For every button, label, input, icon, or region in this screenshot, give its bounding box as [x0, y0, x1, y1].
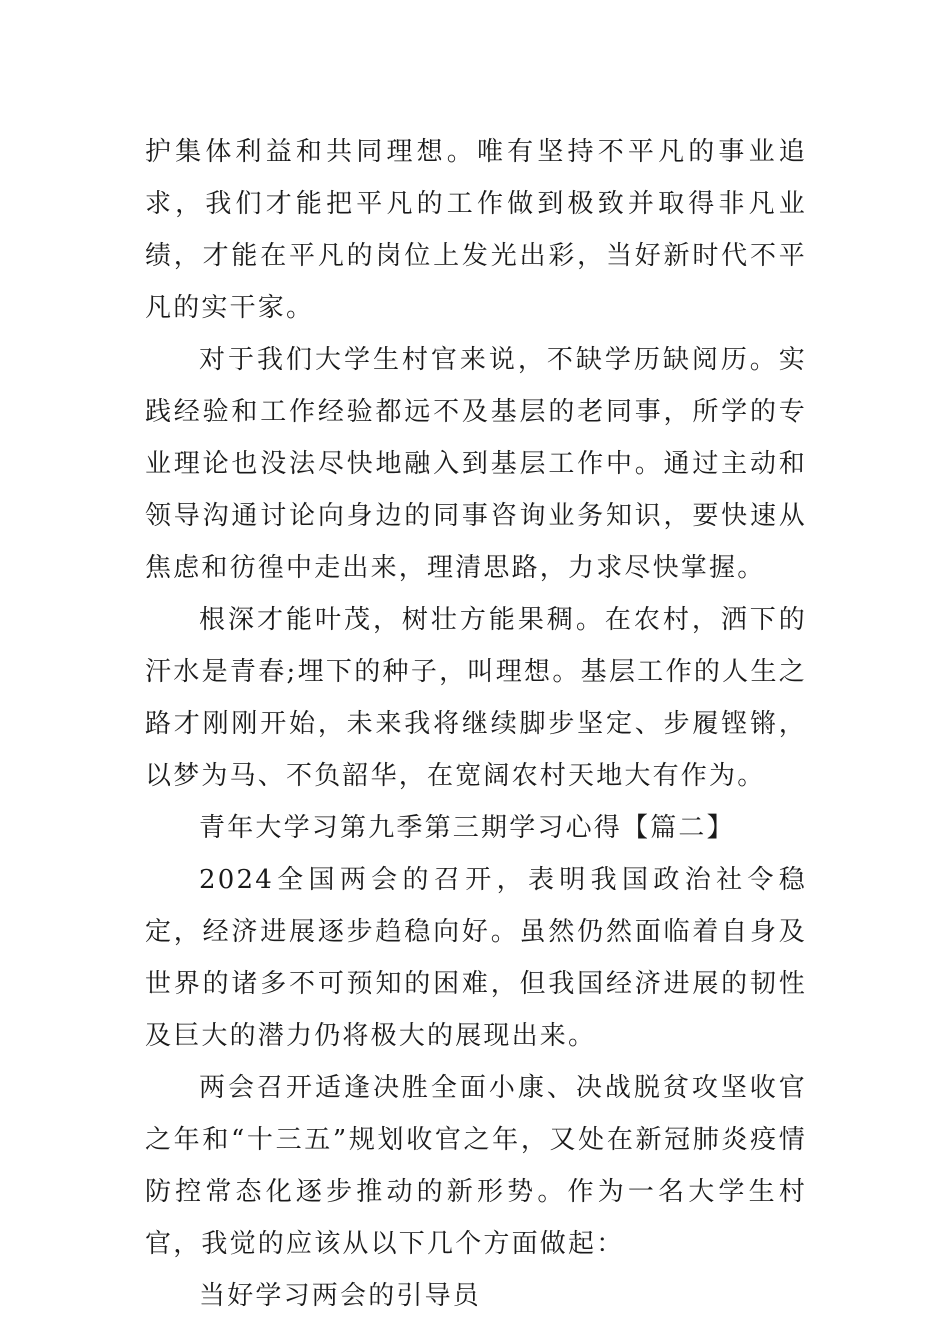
paragraph-6: 当好学习两会的引导员 — [199, 1281, 482, 1311]
paragraph-1: 护集体利益和共同理想。唯有坚持不平凡的事业追求，我们才能把平凡的工作做到极致并取得非凡业绩，才能在平凡的岗位上发光出彩，当好新时代不平凡的实干家。 — [145, 137, 807, 323]
paragraph-3: 根深才能叶茂，树壮方能果稠。在农村，洒下的汗水是青春;埋下的种子，叫理想。基层工作的人生之路才刚刚开始，未来我将继续脚步坚定、步履铿锵，以梦为马、不负韶华，在宽阔农村天地大有作为。 — [145, 605, 807, 791]
paragraph-5: 两会召开适逢决胜全面小康、决战脱贫攻坚收官之年和“十三五”规划收官之年，又处在新冠肺炎疫情防控常态化逐步推动的新形势。作为一名大学生村官，我觉的应该从以下几个方面做起： — [145, 1073, 807, 1259]
paragraph-2: 对于我们大学生村官来说，不缺学历缺阅历。实践经验和工作经验都远不及基层的老同事，所学的专业理论也没法尽快地融入到基层工作中。通过主动和领导沟通讨论向身边的同事咨询业务知识，要快速从焦虑和彷徨中走出来，理清思路，力求尽快掌握。 — [145, 345, 807, 583]
paragraph-4: 2024全国两会的召开，表明我国政治社令稳定，经济进展逐步趋稳向好。虽然仍然面临着自身及世界的诸多不可预知的困难，但我国经济进展的韧性及巨大的潜力仍将极大的展现出来。 — [145, 865, 807, 1051]
document-body — [145, 126, 807, 1322]
section-heading: 青年大学习第九季第三期学习心得【篇二】 — [199, 813, 735, 843]
